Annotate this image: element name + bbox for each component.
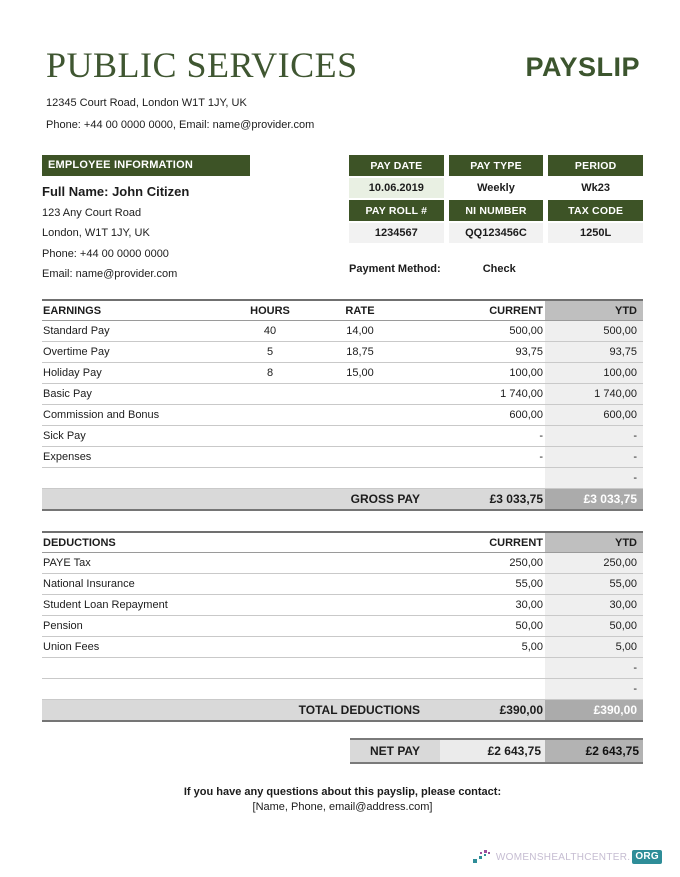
payment-method-label: Payment Method: (349, 263, 441, 275)
net-pay-label: NET PAY (369, 744, 420, 758)
table-row: Basic Pay 1 740,00 1 740,00 (42, 384, 643, 405)
tax-code-header: TAX CODE (548, 200, 643, 221)
earnings-table (42, 299, 643, 511)
payroll-header: PAY ROLL # (349, 200, 444, 221)
logo (472, 849, 662, 865)
pay-date-value: 10.06.2019 (349, 178, 444, 198)
pay-type-header: PAY TYPE (449, 155, 544, 176)
employee-phone: Phone: +44 00 0000 0000 (42, 247, 169, 260)
payment-method-value: Check (482, 263, 516, 275)
employee-address2: London, W1T 1JY, UK (42, 227, 150, 239)
net-pay-ytd: £2 643,75 (545, 740, 643, 762)
tax-code-value: 1250L (548, 223, 643, 243)
gross-pay-ytd: £3 033,75 (545, 489, 643, 509)
payment-method-row (349, 263, 516, 275)
gross-pay-row (42, 489, 643, 511)
table-row: PAYE Tax 250,00 250,00 (42, 553, 643, 574)
table-row: Standard Pay 40 14,00 500,00 500,00 (42, 321, 643, 342)
hours-col-header: HOURS (250, 304, 290, 317)
ytd-col-header: YTD (545, 533, 643, 552)
company-contact: Phone: +44 00 0000 0000, Email: name@provider.com (46, 119, 315, 131)
current-col-header: CURRENT (489, 536, 543, 549)
table-row: National Insurance 55,00 55,00 (42, 574, 643, 595)
deductions-table (42, 531, 643, 722)
table-row: Union Fees 5,00 5,00 (42, 637, 643, 658)
table-row: - (42, 658, 643, 679)
total-deductions-ytd: £390,00 (545, 700, 643, 720)
logo-org-badge: ORG (632, 850, 662, 864)
ytd-col-header: YTD (545, 301, 643, 320)
table-row: Student Loan Repayment 30,00 30,00 (42, 595, 643, 616)
deductions-col-header: DEDUCTIONS (43, 536, 116, 549)
earnings-header-row (42, 299, 643, 321)
pay-type-value: Weekly (449, 178, 544, 198)
company-name: PUBLIC SERVICES (46, 45, 358, 85)
total-deductions-current: £390,00 (499, 703, 543, 717)
period-header: PERIOD (548, 155, 643, 176)
ni-number-value: QQ123456C (449, 223, 544, 243)
employee-info-header: EMPLOYEE INFORMATION (42, 155, 250, 176)
table-row: - (42, 468, 643, 489)
earnings-col-header: EARNINGS (43, 304, 102, 317)
total-deductions-label: TOTAL DEDUCTIONS (298, 703, 420, 717)
footer-contact-placeholder: [Name, Phone, email@address.com] (252, 801, 433, 813)
company-address: 12345 Court Road, London W1T 1JY, UK (46, 97, 247, 109)
pay-date-header: PAY DATE (349, 155, 444, 176)
page-title: PAYSLIP (525, 52, 640, 82)
current-col-header: CURRENT (489, 304, 543, 317)
table-row: Sick Pay - - (42, 426, 643, 447)
table-row: Overtime Pay 5 18,75 93,75 93,75 (42, 342, 643, 363)
net-pay-row (350, 738, 643, 764)
employee-address1: 123 Any Court Road (42, 206, 142, 219)
employee-info-section (42, 155, 342, 285)
footer-contact-line: If you have any questions about this payslip, please contact: (183, 786, 502, 798)
net-pay-current: £2 643,75 (440, 740, 545, 762)
period-value: Wk23 (548, 178, 643, 198)
table-row: Pension 50,00 50,00 (42, 616, 643, 637)
table-row: Holiday Pay 8 15,00 100,00 100,00 (42, 363, 643, 384)
employee-full-name: Full Name: John Citizen (42, 184, 190, 199)
deductions-header-row (42, 531, 643, 553)
employee-email: Email: name@provider.com (42, 268, 178, 280)
logo-dots-icon (472, 849, 494, 865)
rate-col-header: RATE (345, 304, 375, 317)
table-row: Expenses - - (42, 447, 643, 468)
ni-number-header: NI NUMBER (449, 200, 544, 221)
table-row: Commission and Bonus 600,00 600,00 (42, 405, 643, 426)
total-deductions-row (42, 700, 643, 722)
logo-text: WOMENSHEALTHCENTER. (495, 851, 631, 863)
gross-pay-current: £3 033,75 (489, 492, 543, 506)
payroll-value: 1234567 (349, 223, 444, 243)
table-row: - (42, 679, 643, 700)
pay-info-grid (349, 155, 643, 243)
gross-pay-label: GROSS PAY (350, 492, 420, 506)
